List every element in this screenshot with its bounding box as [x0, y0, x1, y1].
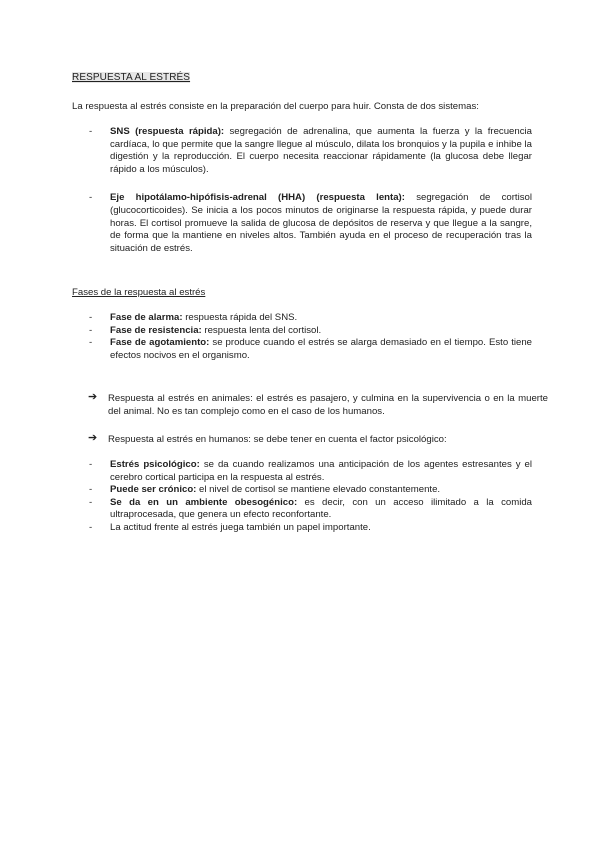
arrow-item-text: Respuesta al estrés en animales: el estrés es pasajero, y culmina en la supervivencia o en la muerte del animal. No es tan complejo como en el caso de los humanos. — [108, 393, 548, 417]
dash-bullet: - — [89, 126, 93, 137]
list-item — [72, 459, 532, 484]
item-text: se produce cuando el estrés se alarga demasiado en el tiempo. Esto tiene efectos nocivos en el organismo. — [110, 337, 532, 361]
item-term: Fase de agotamiento: — [110, 337, 210, 349]
item-text: segregación de adrenalina, que aumenta la fuerza y la frecuencia cardíaca, lo que permite que la sangre llegue al músculo, dilata los bronquios y la pupila e inhibe la digestión y la reproducción. El cuerpo necesita reaccionar rápidamente (la glucosa debe llegar rápido a los músculos). — [110, 126, 532, 175]
list-item — [72, 126, 532, 176]
item-term: SNS (respuesta rápida): — [110, 126, 225, 137]
arrow-right-icon: ➔ — [88, 432, 98, 444]
list-item — [72, 312, 532, 325]
item-term: Fase de resistencia: — [110, 324, 202, 336]
intro-paragraph: La respuesta al estrés consiste en la preparación del cuerpo para huir. Consta de dos sistemas: — [72, 101, 479, 112]
item-text: el nivel de cortisol se mantiene elevado constantemente. — [196, 484, 441, 496]
arrow-right-icon: ➔ — [88, 391, 98, 403]
list-item — [72, 325, 532, 338]
list-item — [72, 497, 532, 522]
human-points-list — [72, 459, 532, 535]
list-item — [72, 484, 532, 497]
item-text: segregación de cortisol (glucocorticoides). Se inicia a los pocos minutos de originarse la respuesta rápida, y puede durar horas. El cortisol promueve la salida de glucosa de depósitos de reserva y que llegue a la sangre, de forma que la mantiene en niveles altos. También ayuda en el proceso de recuperación tras la situación de estrés. — [110, 192, 532, 254]
dash-bullet: - — [89, 521, 93, 533]
list-item — [72, 192, 532, 255]
arrow-item-humans — [88, 433, 548, 446]
arrow-item-text: Respuesta al estrés en humanos: se debe tener en cuenta el factor psicológico: — [108, 434, 447, 445]
item-term: Estrés psicológico: — [110, 459, 200, 470]
item-text: se da cuando realizamos una anticipación de los agentes estresantes y el cerebro cortical participa en la respuesta al estrés. — [110, 459, 532, 483]
item-term: Puede ser crónico: — [110, 484, 197, 496]
item-term: Fase de alarma: — [110, 312, 183, 323]
dash-bullet: - — [89, 459, 93, 470]
item-text: respuesta rápida del SNS. — [182, 312, 298, 323]
dash-bullet: - — [89, 312, 93, 323]
dash-bullet: - — [89, 324, 93, 336]
dash-bullet: - — [89, 337, 93, 349]
dash-bullet: - — [89, 496, 93, 508]
page-title: RESPUESTA AL ESTRÉS — [72, 72, 191, 83]
dash-bullet: - — [89, 192, 93, 204]
arrow-item-animals — [88, 392, 548, 418]
phases-list — [72, 312, 532, 362]
list-item — [72, 337, 532, 362]
item-term: Se da en un ambiente obesogénico: — [110, 496, 298, 508]
dash-bullet: - — [89, 484, 93, 496]
list-item — [72, 522, 532, 535]
item-text: es decir, con un acceso ilimitado a la comida ultraprocesada, que genera un efecto reconfortante. — [110, 496, 532, 521]
item-text: respuesta lenta del cortisol. — [201, 324, 322, 336]
section-heading: Fases de la respuesta al estrés — [72, 287, 206, 298]
systems-list — [72, 126, 532, 255]
item-term: Eje hipotálamo-hipófisis-adrenal (HHA) (respuesta lenta): — [110, 192, 405, 204]
item-text: La actitud frente al estrés juega también un papel importante. — [110, 521, 371, 533]
